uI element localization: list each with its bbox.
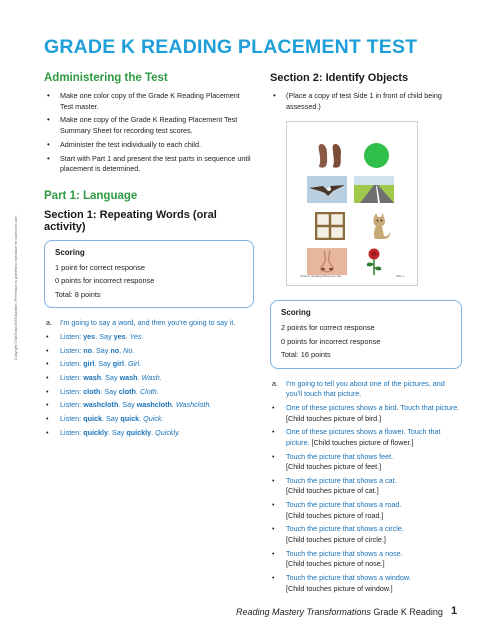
placement-note-list — [270, 91, 462, 112]
word-item: • Listen: quick. Say quick. Quick. — [46, 414, 164, 424]
scoring-line: Total: 16 points — [281, 350, 331, 360]
object-item: • Touch the picture that shows a nose. [Child touches picture of nose.] — [272, 548, 403, 569]
intro-text: I'm going to tell you about one of the pictures, and you'll touch that picture. — [286, 378, 445, 399]
nose-icon — [307, 248, 347, 275]
word-item: • Listen: quickly. Say quickly. Quickly. — [46, 427, 181, 437]
scoring-box — [44, 240, 254, 309]
right-column — [270, 72, 462, 597]
word-item: • Listen: wash. Say wash. Wash. — [46, 372, 162, 382]
object-item: • Touch the picture that shows feet. [Child touches picture of feet.] — [272, 451, 394, 472]
window-icon — [310, 212, 350, 239]
flower-icon — [354, 248, 394, 275]
scoring-box — [270, 300, 462, 369]
intro-text: I'm going to say a word, and then you're going to say it. — [60, 318, 236, 328]
object-item: • Touch the picture that shows a window. [Child touches picture of window.] — [272, 572, 411, 593]
scoring-line: 1 point for correct response — [55, 262, 145, 272]
repeat-words-list — [44, 318, 254, 438]
list-item: • Administer the test individually to each child. — [44, 140, 254, 151]
page-number: 1 — [451, 605, 458, 617]
object-item: • One of these pictures shows a bird. Touch that picture. [Child touches picture of bird.] — [272, 402, 460, 423]
object-item: • Touch the picture that shows a circle. [Child touches picture of circle.] — [272, 524, 404, 544]
book-title: Reading Mastery Transformations — [236, 607, 371, 617]
administering-heading: Administering the Test — [44, 72, 168, 84]
circle-icon — [356, 142, 396, 169]
list-item: • Start with Part 1 and present the test parts in sequence until placement is determined. — [44, 154, 254, 175]
identify-objects-list — [270, 379, 462, 594]
road-icon — [354, 176, 394, 203]
section2-heading: Section 2: Identify Objects — [270, 72, 409, 84]
footer-grade: Grade K Reading — [370, 607, 443, 617]
object-item: • Touch the picture that shows a cat. [Child touches picture of cat.] — [272, 475, 397, 496]
section1-heading: Section 1: Repeating Words (oral activity) — [44, 208, 217, 233]
word-item: • Listen: cloth. Say cloth. Cloth. — [46, 386, 159, 396]
page-footer — [236, 607, 443, 617]
scoring-line: 2 points for correct response — [281, 323, 375, 333]
scoring-line: Total: 8 points — [55, 289, 101, 299]
left-column — [44, 72, 254, 441]
list-item — [270, 379, 462, 400]
word-item: • Listen: no. Say no. No. — [46, 345, 135, 355]
administering-list — [44, 91, 254, 175]
copyright-notice: Copyright © McGraw-Hill Education. Permission is granted to reproduce for classroom use. — [14, 215, 18, 360]
scoring-heading: Scoring — [281, 308, 311, 318]
list-item: • Make one copy of the Grade K Reading Placement Test Summary Sheet for recording test scores. — [44, 115, 254, 136]
feet-icon — [310, 142, 350, 169]
item-marker: a. — [46, 318, 52, 328]
object-item: • One of these pictures shows a flower. Touch that picture. [Child touches picture of flower.] — [272, 427, 441, 447]
cat-icon — [359, 212, 399, 239]
word-item: • Listen: girl. Say girl. Girl. — [46, 359, 142, 369]
word-item: • Listen: yes. Say yes. Yes. — [46, 331, 144, 341]
word-item: • Listen: washcloth. Say washcloth. Washcloth. — [46, 400, 212, 410]
sheet-footer-right: Side 1 — [396, 274, 404, 279]
page-title: GRADE K READING PLACEMENT TEST — [44, 36, 418, 58]
list-item — [44, 318, 254, 329]
item-marker: a. — [272, 378, 278, 388]
placement-note: • (Place a copy of test Side 1 in front of child being assessed.) — [270, 91, 462, 112]
bird-icon — [307, 176, 347, 203]
scoring-heading: Scoring — [55, 247, 85, 257]
part-heading: Part 1: Language — [44, 189, 138, 202]
list-item: • Make one color copy of the Grade K Reading Placement Test master. — [44, 91, 254, 112]
sheet-footer-left: Grade K Reading Placement Test — [300, 274, 342, 279]
test-sheet-image — [286, 121, 418, 286]
object-item: • Touch the picture that shows a road. [Child touches picture of road.] — [272, 500, 402, 520]
scoring-line: 0 points for incorrect response — [281, 336, 381, 346]
scoring-line: 0 points for incorrect response — [55, 276, 155, 286]
